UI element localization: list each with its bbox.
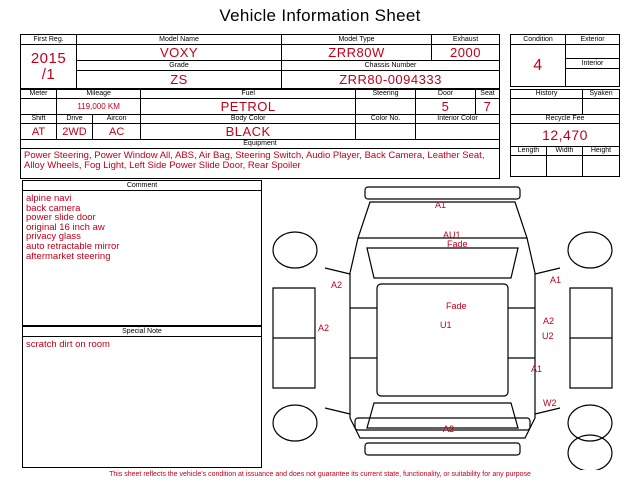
- comment-item: privacy glass: [26, 231, 81, 243]
- comment-label: Comment: [23, 181, 261, 191]
- history-label: History: [511, 90, 583, 99]
- mark-u1: U1: [440, 320, 452, 330]
- spec-table: [20, 89, 500, 179]
- grade-value: ZS: [77, 71, 282, 89]
- model-name-label: Model Name: [77, 35, 282, 45]
- condition-label: Condition: [511, 35, 566, 45]
- drive-label: Drive: [57, 115, 93, 124]
- comment-item: original 16 inch aw: [26, 221, 105, 233]
- exhaust-label: Exhaust: [432, 35, 500, 45]
- condition-value: 4: [511, 45, 566, 87]
- windshield-outline: [367, 248, 518, 278]
- model-type-value: ZRR80W: [282, 45, 432, 61]
- comment-list: [23, 191, 261, 264]
- mark-fade-top: Fade: [447, 239, 468, 249]
- seat-value: 7: [475, 99, 499, 115]
- footer-disclaimer: This sheet reflects the vehicle's condition at issuance and does not guarantee its current state, functionality, or suitability for any purpose: [109, 471, 531, 478]
- tire-front-left: [273, 232, 317, 268]
- shift-label: Shift: [21, 115, 57, 124]
- first-reg-value: 2015 /1: [21, 45, 77, 89]
- condition-table: [510, 34, 620, 87]
- mark-au1: AU1: [443, 230, 461, 240]
- comment-item: power slide door: [26, 212, 96, 224]
- grade-label: Grade: [77, 61, 282, 71]
- fuel-value: PETROL: [141, 99, 356, 115]
- chassis-value: ZRR80-0094333: [282, 71, 500, 89]
- exterior-label: Exterior: [566, 35, 620, 45]
- special-note-text: scratch dirt on room: [26, 339, 110, 350]
- comment-item: aftermarket steering: [26, 250, 111, 262]
- rear-bumper-lower-outline: [365, 443, 520, 455]
- mark-left-a2-upper: A2: [331, 280, 343, 290]
- mark-left-a2-lower: A2: [318, 323, 330, 333]
- mark-right-u2: U2: [542, 331, 554, 341]
- first-reg-label: First Reg.: [21, 35, 77, 45]
- body-color-value: BLACK: [141, 124, 356, 140]
- height-label: Height: [583, 147, 620, 156]
- mark-right-a2: A2: [543, 316, 555, 326]
- exhaust-value: 2000: [432, 45, 500, 61]
- drive-value: 2WD: [57, 124, 93, 140]
- comment-item: back camera: [26, 202, 81, 214]
- tire-front-right: [568, 232, 612, 268]
- chassis-label: Chassis Number: [282, 61, 500, 71]
- door-value: 5: [415, 99, 475, 115]
- shift-value: AT: [21, 124, 57, 140]
- aircon-value: AC: [93, 124, 141, 140]
- mark-right-a1-upper: A1: [550, 275, 562, 285]
- width-label: Width: [547, 147, 583, 156]
- interior-color-label: Interior Color: [415, 115, 499, 124]
- seat-label: Seat: [475, 90, 499, 99]
- comment-item: auto retractable mirror: [26, 240, 120, 252]
- mark-fade-roof: Fade: [446, 301, 467, 311]
- mark-right-w2: W2: [543, 398, 557, 408]
- spare-tire: [568, 435, 612, 470]
- door-label: Door: [415, 90, 475, 99]
- equipment-label: Equipment: [21, 140, 500, 149]
- comment-box: [22, 180, 262, 326]
- tire-rear-left: [273, 405, 317, 441]
- fuel-label: Fuel: [141, 90, 356, 99]
- comment-item: alpine navi: [26, 193, 72, 204]
- mark-front-a1: A1: [435, 200, 447, 210]
- aircon-label: Aircon: [93, 115, 141, 124]
- recycle-value: 12,470: [511, 124, 620, 147]
- length-label: Length: [511, 147, 547, 156]
- body-color-label: Body Color: [141, 115, 356, 124]
- front-bumper-outline: [365, 187, 520, 199]
- history-table: [510, 89, 620, 177]
- mileage-value: 119,000 KM: [57, 99, 141, 115]
- equipment-text: Power Steering, Power Window All, ABS, Air Bag, Steering Switch, Audio Player, Back Camera, Leather Seat, Alloy Wheels, Fog Light, Left Side Power Slide Door, Rear Spoiler: [21, 149, 500, 179]
- meter-label: Meter: [21, 90, 57, 99]
- model-type-label: Model Type: [282, 35, 432, 45]
- mileage-label: Mileage: [57, 90, 141, 99]
- model-name-value: VOXY: [77, 45, 282, 61]
- header-table: [20, 34, 500, 89]
- steering-label: Steering: [355, 90, 415, 99]
- body-outline: [350, 238, 535, 438]
- special-note-label: Special Note: [23, 327, 261, 337]
- sheet-title: Vehicle Information Sheet: [219, 6, 421, 25]
- recycle-label: Recycle Fee: [511, 115, 620, 124]
- syaken-label: Syaken: [583, 90, 620, 99]
- mark-right-a1-lower: A1: [531, 364, 543, 374]
- special-note-box: [22, 326, 262, 468]
- mark-rear-a2: A2: [443, 424, 455, 434]
- interior-label: Interior: [566, 59, 620, 69]
- car-damage-diagram: [265, 178, 635, 470]
- color-no-label: Color No.: [355, 115, 415, 124]
- roof-outline: [377, 284, 508, 396]
